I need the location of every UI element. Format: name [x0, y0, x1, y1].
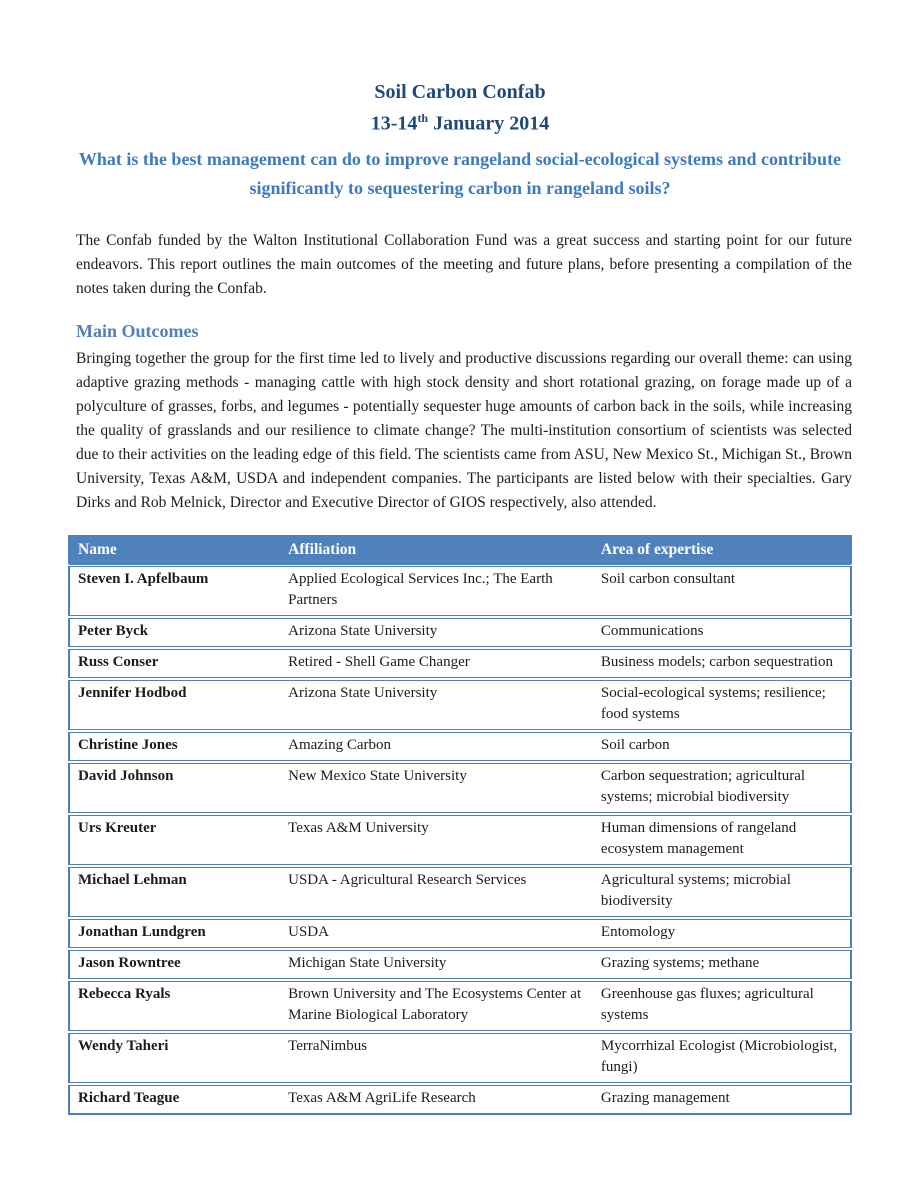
participant-affiliation: New Mexico State University [280, 762, 593, 814]
date-prefix: 13-14 [370, 112, 418, 135]
table-header-row [69, 536, 851, 565]
participant-affiliation: Arizona State University [280, 617, 593, 648]
participant-expertise: Agricultural systems; microbial biodiversity [593, 866, 851, 918]
table-header-affiliation: Affiliation [280, 536, 593, 565]
participant-expertise: Business models; carbon sequestration [593, 648, 851, 679]
participant-affiliation: USDA [280, 918, 593, 949]
participant-name: Urs Kreuter [69, 814, 280, 866]
participant-expertise: Communications [593, 617, 851, 648]
document-content [68, 80, 852, 1115]
table-row [69, 731, 851, 762]
participant-affiliation: Brown University and The Ecosystems Center at Marine Biological Laboratory [280, 980, 593, 1032]
table-row [69, 617, 851, 648]
participant-expertise: Greenhouse gas fluxes; agricultural systems [593, 980, 851, 1032]
participant-affiliation: Amazing Carbon [280, 731, 593, 762]
participant-expertise: Human dimensions of rangeland ecosystem management [593, 814, 851, 866]
participant-expertise: Soil carbon consultant [593, 565, 851, 617]
participant-name: Michael Lehman [69, 866, 280, 918]
participant-name: Peter Byck [69, 617, 280, 648]
participant-name: Jonathan Lundgren [69, 918, 280, 949]
table-row [69, 866, 851, 918]
table-row [69, 762, 851, 814]
date-ordinal-superscript: th [417, 111, 429, 125]
intro-paragraph: The Confab funded by the Walton Institutional Collaboration Fund was a great success and starting point for our future endeavors. This report outlines the main outcomes of the meeting and future plans, before presenting a compilation of the notes taken during the Confab. [76, 231, 852, 297]
participant-name: Jason Rowntree [69, 949, 280, 980]
participant-name: Russ Conser [69, 648, 280, 679]
participant-affiliation: Texas A&M AgriLife Research [280, 1084, 593, 1114]
table-row [69, 679, 851, 731]
table-row [69, 949, 851, 980]
participant-expertise: Soil carbon [593, 731, 851, 762]
participant-name: Rebecca Ryals [69, 980, 280, 1032]
participant-name: Richard Teague [69, 1084, 280, 1114]
participant-affiliation: Applied Ecological Services Inc.; The Earth Partners [280, 565, 593, 617]
table-row [69, 980, 851, 1032]
section-heading-main-outcomes: Main Outcomes [76, 320, 199, 341]
table-row [69, 565, 851, 617]
participant-expertise: Social-ecological systems; resilience; food systems [593, 679, 851, 731]
table-row [69, 814, 851, 866]
participant-affiliation: TerraNimbus [280, 1032, 593, 1084]
participants-table [68, 535, 852, 1115]
participant-expertise: Grazing management [593, 1084, 851, 1114]
table-header-expertise: Area of expertise [593, 536, 851, 565]
table-row [69, 1032, 851, 1084]
participant-affiliation: Texas A&M University [280, 814, 593, 866]
participant-name: Christine Jones [69, 731, 280, 762]
participant-expertise: Entomology [593, 918, 851, 949]
participant-affiliation: Arizona State University [280, 679, 593, 731]
table-row [69, 648, 851, 679]
document-title: Soil Carbon Confab [374, 81, 546, 103]
participant-name: Wendy Taheri [69, 1032, 280, 1084]
document-question-heading: What is the best management can do to improve rangeland social-ecological systems and contribute significantly to sequestering carbon in rangeland soils? [78, 148, 842, 198]
participant-name: Jennifer Hodbod [69, 679, 280, 731]
participant-affiliation: Michigan State University [280, 949, 593, 980]
participant-name: David Johnson [69, 762, 280, 814]
date-suffix: January 2014 [428, 112, 550, 135]
participant-name: Steven I. Apfelbaum [69, 565, 280, 617]
participant-expertise: Carbon sequestration; agricultural systems; microbial biodiversity [593, 762, 851, 814]
document-date [68, 111, 852, 136]
participant-expertise: Grazing systems; methane [593, 949, 851, 980]
participant-affiliation: USDA - Agricultural Research Services [280, 866, 593, 918]
main-outcomes-paragraph: Bringing together the group for the first time led to lively and productive discussions regarding our overall theme: can using adaptive grazing methods - managing cattle with high stock density and short rotational grazing, on forage made up of a polyculture of grasses, forbs, and legumes - potentially sequester huge amounts of carbon back in the soils, while increasing the quality of grasslands and our resilience to climate change? The multi-institution consortium of scientists was selected due to their activities on the leading edge of this field. The scientists came from ASU, New Mexico St., Michigan St., Brown University, Texas A&M, USDA and independent companies. The participants are listed below with their specialties. Gary Dirks and Rob Melnick, Director and Executive Director of GIOS respectively, also attended. [76, 350, 852, 512]
participant-expertise: Mycorrhizal Ecologist (Microbiologist, fungi) [593, 1032, 851, 1084]
table-row [69, 1084, 851, 1114]
table-header-name: Name [69, 536, 280, 565]
table-row [69, 918, 851, 949]
participant-affiliation: Retired - Shell Game Changer [280, 648, 593, 679]
